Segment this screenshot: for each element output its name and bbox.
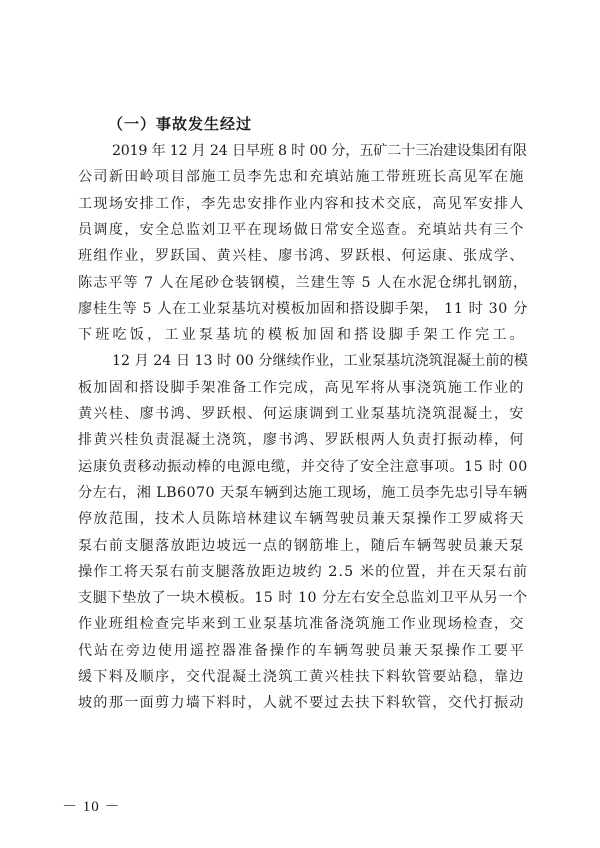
paragraph-line: 坡的那一面剪力墙下料时，人就不要过去扶下料软管，交代打振动: [78, 695, 525, 711]
paragraph-line: 操作工将天泵右前支腿落放距边坡约 2.5 米的位置，并在天泵右前: [78, 564, 529, 580]
paragraph-first-line: 2019 年 12 月 24 日早班 8 时 00 分，五矿二十三冶建设集团有限: [112, 143, 527, 159]
paragraph-line: 陈志平等 7 人在尾砂仓装钢模，兰建生等 5 人在水泥仓绑扎钢筋，: [78, 275, 529, 291]
paragraph-line: 板加固和搭设脚手架准备工作完成，高见军将从事浇筑施工作业的: [78, 380, 525, 396]
paragraph-line: 廖桂生等 5 人在工业泵基坑对模板加固和搭设脚手架， 11 时 30 分: [78, 301, 528, 317]
paragraph-line: 停放范围，技术人员陈培林建议车辆驾驶员兼天泵操作工罗威将天: [78, 511, 525, 527]
paragraph-line: 支腿下垫放了一块木模板。15 时 10 分左右安全总监刘卫平从另一个: [78, 590, 528, 606]
paragraph-line: 泵右前支腿落放距边坡远一点的钢筋堆上，随后车辆驾驶员兼天泵: [78, 538, 525, 554]
paragraph-line: 工现场安排工作，李先忠安排作业内容和技术交底，高见军安排人: [78, 196, 525, 212]
paragraph-line: 排黄兴桂负责混凝土浇筑，廖书鸿、罗跃根两人负责打振动棒，何: [78, 432, 525, 448]
paragraph-line: 班组作业，罗跃国、黄兴桂、廖书鸿、罗跃根、何运康、张成学、: [78, 248, 525, 264]
section-heading: （一）事故发生经过: [108, 115, 253, 133]
paragraph-first-line: 12 月 24 日 13 时 00 分继续作业，工业泵基坑浇筑混凝土前的模: [112, 353, 528, 369]
paragraph-line: 下班吃饭，工业泵基坑的模板加固和搭设脚手架工作完工。: [78, 327, 527, 343]
paragraph-line: 公司新田岭项目部施工员李先忠和充填站施工带班班长高见军在施: [78, 169, 525, 185]
page-number: － 10 －: [62, 799, 121, 815]
paragraph-line: 员调度，安全总监刘卫平在现场做日常安全巡查。充填站共有三个: [78, 222, 525, 238]
paragraph-line: 代站在旁边使用遥控器准备操作的车辆驾驶员兼天泵操作工要平: [78, 643, 526, 659]
paragraph-line: 缓下料及顺序，交代混凝土浇筑工黄兴桂扶下料软管要站稳，靠边: [78, 669, 525, 685]
paragraph-line: 运康负责移动振动棒的电源电缆，并交待了安全注意事项。15 时 00: [78, 459, 528, 475]
paragraph-line: 作业班组检查完毕来到工业泵基坑准备浇筑施工作业现场检查，交: [78, 616, 525, 632]
paragraph-line: 分左右，湘 LB6070 天泵车辆到达施工现场，施工员李先忠引导车辆: [78, 485, 528, 501]
paragraph-line: 黄兴桂、廖书鸿、罗跃根、何运康调到工业泵基坑浇筑混凝土，安: [78, 406, 525, 422]
